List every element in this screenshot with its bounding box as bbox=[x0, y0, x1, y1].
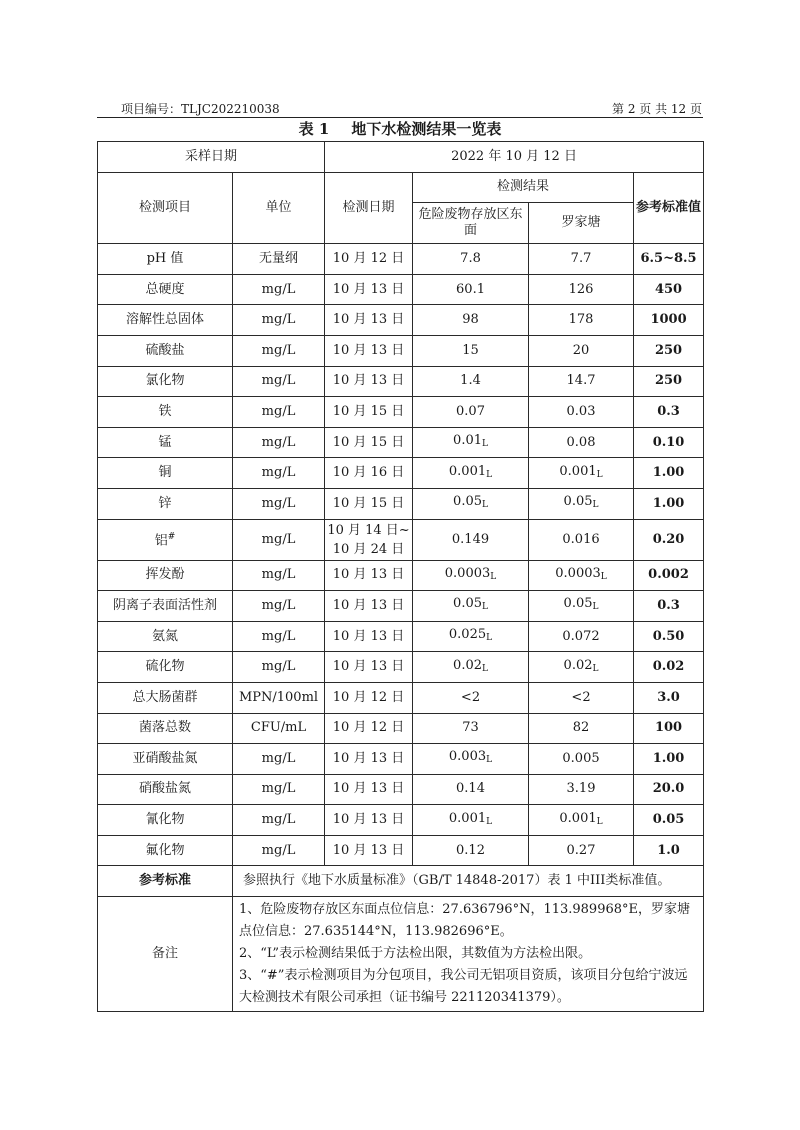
site1-value-cell: $0.05_L$ bbox=[413, 488, 529, 519]
date-cell: 10 月 13 日 bbox=[325, 652, 413, 683]
site2-value-cell: 0.072 bbox=[529, 621, 634, 652]
item-cell: 总大肠菌群 bbox=[98, 682, 233, 713]
table-row bbox=[98, 488, 704, 519]
standard-value-cell: 250 bbox=[634, 366, 704, 397]
unit-cell: mg/L bbox=[233, 397, 325, 428]
date-cell: 10 月 13 日 bbox=[325, 335, 413, 366]
unit-cell: MPN/100ml bbox=[233, 682, 325, 713]
table-row bbox=[98, 397, 704, 428]
item-cell: 氯化物 bbox=[98, 366, 233, 397]
unit-cell: mg/L bbox=[233, 519, 325, 560]
sampling-date-label: 采样日期 bbox=[98, 142, 325, 173]
standard-value-cell: 0.3 bbox=[634, 397, 704, 428]
date-cell: 10 月 12 日 bbox=[325, 682, 413, 713]
table-row bbox=[98, 305, 704, 336]
standard-value-cell: 0.02 bbox=[634, 652, 704, 683]
col-header-site1: 危险废物存放区东面 bbox=[413, 203, 529, 244]
site2-value-cell: 0.005 bbox=[529, 744, 634, 775]
site1-value-cell: 0.07 bbox=[413, 397, 529, 428]
site2-value-cell: 0.03 bbox=[529, 397, 634, 428]
site1-value-cell: 0.149 bbox=[413, 519, 529, 560]
table-row bbox=[98, 621, 704, 652]
remarks-text bbox=[233, 897, 704, 1012]
site1-value-cell: 73 bbox=[413, 713, 529, 744]
site1-value-cell: 0.14 bbox=[413, 774, 529, 805]
standard-value-cell: 3.0 bbox=[634, 682, 704, 713]
item-cell: 氟化物 bbox=[98, 835, 233, 866]
unit-cell: mg/L bbox=[233, 560, 325, 591]
item-cell: 溶解性总固体 bbox=[98, 305, 233, 336]
site1-value-cell: $0.05_L$ bbox=[413, 591, 529, 622]
table-row bbox=[98, 774, 704, 805]
item-cell: 菌落总数 bbox=[98, 713, 233, 744]
date-cell: 10 月 13 日 bbox=[325, 805, 413, 836]
site2-value-cell: $0.05_L$ bbox=[529, 591, 634, 622]
site1-value-cell: $0.003_L$ bbox=[413, 744, 529, 775]
table-row bbox=[98, 805, 704, 836]
item-cell: 硫化物 bbox=[98, 652, 233, 683]
site2-value-cell: $0.001_L$ bbox=[529, 458, 634, 489]
date-cell: 10 月 12 日 bbox=[325, 713, 413, 744]
date-cell: 10 月 13 日 bbox=[325, 274, 413, 305]
item-cell: 硝酸盐氮 bbox=[98, 774, 233, 805]
item-cell: 总硬度 bbox=[98, 274, 233, 305]
site1-value-cell: 60.1 bbox=[413, 274, 529, 305]
reference-label: 参考标准 bbox=[98, 866, 233, 897]
unit-cell: mg/L bbox=[233, 835, 325, 866]
date-cell: 10 月 13 日 bbox=[325, 560, 413, 591]
site1-value-cell: 0.12 bbox=[413, 835, 529, 866]
site2-value-cell: $0.02_L$ bbox=[529, 652, 634, 683]
item-cell: 铝# bbox=[98, 519, 233, 560]
sampling-date-value: 2022 年 10 月 12 日 bbox=[325, 142, 704, 173]
standard-value-cell: 6.5~8.5 bbox=[634, 244, 704, 275]
sampling-date-row bbox=[98, 142, 704, 173]
unit-cell: 无量纲 bbox=[233, 244, 325, 275]
unit-cell: mg/L bbox=[233, 488, 325, 519]
date-cell: 10 月 13 日 bbox=[325, 305, 413, 336]
standard-value-cell: 20.0 bbox=[634, 774, 704, 805]
site2-value-cell: 0.27 bbox=[529, 835, 634, 866]
unit-cell: mg/L bbox=[233, 744, 325, 775]
item-cell: 亚硝酸盐氮 bbox=[98, 744, 233, 775]
item-cell: 铜 bbox=[98, 458, 233, 489]
table-row bbox=[98, 744, 704, 775]
header-row-1 bbox=[98, 172, 704, 203]
col-header-site2: 罗家塘 bbox=[529, 203, 634, 244]
standard-value-cell: 0.05 bbox=[634, 805, 704, 836]
date-cell: 10 月 15 日 bbox=[325, 427, 413, 458]
site1-value-cell: <2 bbox=[413, 682, 529, 713]
date-cell: 10 月 16 日 bbox=[325, 458, 413, 489]
table-row bbox=[98, 652, 704, 683]
site1-value-cell: 7.8 bbox=[413, 244, 529, 275]
unit-cell: mg/L bbox=[233, 274, 325, 305]
unit-cell: mg/L bbox=[233, 652, 325, 683]
item-cell: 氨氮 bbox=[98, 621, 233, 652]
table-row bbox=[98, 458, 704, 489]
remarks-row bbox=[98, 897, 704, 1012]
item-cell: 铁 bbox=[98, 397, 233, 428]
table-title-text: 地下水检测结果一览表 bbox=[351, 120, 502, 138]
remarks-label: 备注 bbox=[98, 897, 233, 1012]
standard-value-cell: 450 bbox=[634, 274, 704, 305]
col-header-standard: 参考标准值 bbox=[634, 172, 704, 244]
date-cell: 10 月 13 日 bbox=[325, 744, 413, 775]
table-title bbox=[97, 118, 703, 139]
reference-text: 参照执行《地下水质量标准》（GB/T 14848-2017）表 1 中III类标准值。 bbox=[233, 866, 704, 897]
site2-value-cell: 178 bbox=[529, 305, 634, 336]
site2-value-cell: 20 bbox=[529, 335, 634, 366]
col-header-item: 检测项目 bbox=[98, 172, 233, 244]
site1-value-cell: 98 bbox=[413, 305, 529, 336]
date-cell: 10 月 15 日 bbox=[325, 488, 413, 519]
site2-value-cell: <2 bbox=[529, 682, 634, 713]
item-cell: 锰 bbox=[98, 427, 233, 458]
table-row bbox=[98, 591, 704, 622]
site1-value-cell: 1.4 bbox=[413, 366, 529, 397]
unit-cell: mg/L bbox=[233, 305, 325, 336]
table-row bbox=[98, 274, 704, 305]
unit-cell: mg/L bbox=[233, 427, 325, 458]
unit-cell: mg/L bbox=[233, 335, 325, 366]
remark-line: 3、“#”表示检测项目为分包项目，我公司无铝项目资质，该项目分包给宁波远大检测技术有限公司承担（证书编号 221120341379）。 bbox=[239, 968, 688, 1006]
page-info: 第 2 页 共 12 页 bbox=[612, 102, 702, 116]
unit-cell: mg/L bbox=[233, 805, 325, 836]
standard-value-cell: 0.10 bbox=[634, 427, 704, 458]
site2-value-cell: $0.001_L$ bbox=[529, 805, 634, 836]
col-header-results: 检测结果 bbox=[413, 172, 634, 203]
site1-value-cell: $0.01_L$ bbox=[413, 427, 529, 458]
site1-value-cell: $0.001_L$ bbox=[413, 458, 529, 489]
date-cell: 10 月 13 日 bbox=[325, 774, 413, 805]
date-cell: 10 月 13 日 bbox=[325, 835, 413, 866]
date-cell: 10 月 13 日 bbox=[325, 591, 413, 622]
standard-value-cell: 0.20 bbox=[634, 519, 704, 560]
site2-value-cell: 7.7 bbox=[529, 244, 634, 275]
site1-value-cell: $0.025_L$ bbox=[413, 621, 529, 652]
unit-cell: CFU/mL bbox=[233, 713, 325, 744]
table-row bbox=[98, 427, 704, 458]
standard-value-cell: 1.00 bbox=[634, 458, 704, 489]
standard-value-cell: 0.002 bbox=[634, 560, 704, 591]
site2-value-cell: 3.19 bbox=[529, 774, 634, 805]
unit-cell: mg/L bbox=[233, 774, 325, 805]
site2-value-cell: 14.7 bbox=[529, 366, 634, 397]
site2-value-cell: 0.08 bbox=[529, 427, 634, 458]
standard-value-cell: 0.50 bbox=[634, 621, 704, 652]
site1-value-cell: $0.001_L$ bbox=[413, 805, 529, 836]
standard-value-cell: 0.3 bbox=[634, 591, 704, 622]
reference-row bbox=[98, 866, 704, 897]
standard-value-cell: 1.0 bbox=[634, 835, 704, 866]
standard-value-cell: 250 bbox=[634, 335, 704, 366]
project-number: 项目编号：TLJC202210038 bbox=[121, 102, 280, 116]
item-cell: 锌 bbox=[98, 488, 233, 519]
remark-line: 2、“L”表示检测结果低于方法检出限，其数值为方法检出限。 bbox=[239, 946, 592, 962]
site1-value-cell: $0.02_L$ bbox=[413, 652, 529, 683]
date-cell: 10 月 13 日 bbox=[325, 366, 413, 397]
table-row bbox=[98, 366, 704, 397]
col-header-date: 检测日期 bbox=[325, 172, 413, 244]
site2-value-cell: 82 bbox=[529, 713, 634, 744]
date-cell: 10 月 14 日~ 10 月 24 日 bbox=[325, 519, 413, 560]
standard-value-cell: 1000 bbox=[634, 305, 704, 336]
date-cell: 10 月 13 日 bbox=[325, 621, 413, 652]
item-cell: 氰化物 bbox=[98, 805, 233, 836]
item-cell: 硫酸盐 bbox=[98, 335, 233, 366]
item-cell: 阴离子表面活性剂 bbox=[98, 591, 233, 622]
standard-value-cell: 1.00 bbox=[634, 744, 704, 775]
unit-cell: mg/L bbox=[233, 591, 325, 622]
standard-value-cell: 100 bbox=[634, 713, 704, 744]
table-row bbox=[98, 713, 704, 744]
site2-value-cell: 0.016 bbox=[529, 519, 634, 560]
col-header-unit: 单位 bbox=[233, 172, 325, 244]
table-row bbox=[98, 682, 704, 713]
table-number: 表 1 bbox=[298, 120, 330, 138]
table-row bbox=[98, 835, 704, 866]
results-table bbox=[97, 141, 704, 1012]
table-row bbox=[98, 519, 704, 560]
site1-value-cell: 15 bbox=[413, 335, 529, 366]
site2-value-cell: 126 bbox=[529, 274, 634, 305]
item-cell: 挥发酚 bbox=[98, 560, 233, 591]
date-cell: 10 月 15 日 bbox=[325, 397, 413, 428]
unit-cell: mg/L bbox=[233, 458, 325, 489]
table-row bbox=[98, 560, 704, 591]
unit-cell: mg/L bbox=[233, 366, 325, 397]
unit-cell: mg/L bbox=[233, 621, 325, 652]
standard-value-cell: 1.00 bbox=[634, 488, 704, 519]
remark-line: 1、危险废物存放区东面点位信息：27.636796°N，113.989968°E，罗家塘点位信息：27.635144°N，113.982696°E。 bbox=[239, 902, 691, 940]
table-row bbox=[98, 335, 704, 366]
table-row bbox=[98, 244, 704, 275]
site1-value-cell: $0.0003_L$ bbox=[413, 560, 529, 591]
date-cell: 10 月 12 日 bbox=[325, 244, 413, 275]
site2-value-cell: $0.05_L$ bbox=[529, 488, 634, 519]
site2-value-cell: $0.0003_L$ bbox=[529, 560, 634, 591]
item-cell: pH 值 bbox=[98, 244, 233, 275]
